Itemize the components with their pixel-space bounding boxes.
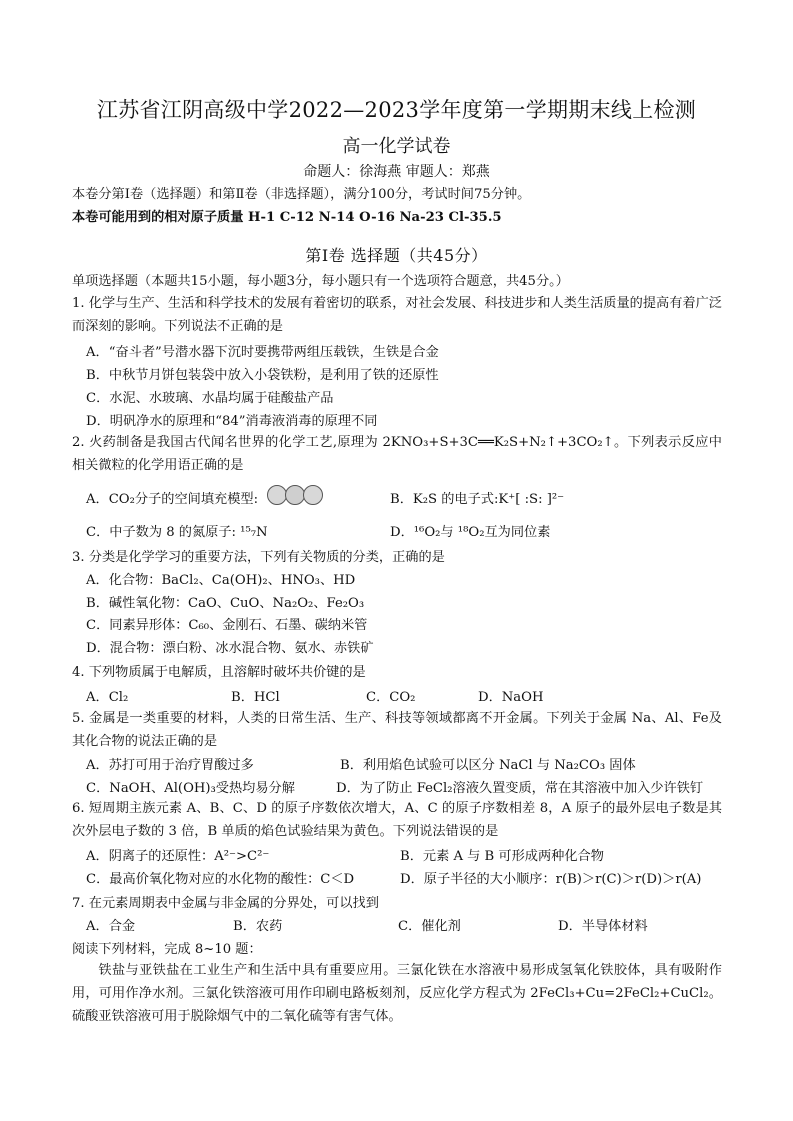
exam-authors: 命题人：徐海燕 审题人：郑燕 <box>303 164 490 180</box>
q2-stem: 2. 火药制备是我国古代闻名世界的化学工艺,原理为 2KNO₃+S+3C══K₂S+N₂↑+3CO₂↑。下列表示反应中相关微粒的化学用语正确的是 <box>72 435 722 473</box>
q3-option-a: A．化合物：BaCl₂、Ca(OH)₂、HNO₃、HD <box>86 573 356 588</box>
q7-option-c: C．催化剂 <box>398 919 461 934</box>
q5-option-c: C．NaOH、Al(OH)₃受热均易分解 <box>86 781 295 796</box>
q2-option-a: A．CO₂分子的空间填充模型: <box>86 492 259 507</box>
q3-stem: 3. 分类是化学学习的重要方法，下列有关物质的分类，正确的是 <box>72 550 445 565</box>
q5-option-d: D．为了防止 FeCl₂溶液久置变质，常在其溶液中加入少许铁钉 <box>336 781 704 796</box>
q1-option-a: A．“奋斗者”号潜水器下沉时要携带两组压载铁，生铁是合金 <box>86 345 439 360</box>
exam-subtitle: 高一化学试卷 <box>342 136 451 157</box>
q5-stem: 5. 金属是一类重要的材料，人类的日常生活、生产、科技等领域都离不开金属。下列关于金属 Na、Al、Fe及其化合物的说法正确的是 <box>72 711 722 749</box>
q2-option-b: B．K₂S 的电子式:K⁺[ :S: ]²⁻ <box>390 492 565 507</box>
q7-stem: 7. 在元素周期表中金属与非金属的分界处，可以找到 <box>72 896 379 911</box>
q4-option-b: B．HCl <box>231 690 280 705</box>
section-instruction: 单项选择题（本题共15小题，每小题3分，每小题只有一个选项符合题意，共45分。） <box>72 274 569 289</box>
q5-option-a: A．苏打可用于治疗胃酸过多 <box>86 758 254 773</box>
q1-option-d: D．明矾净水的原理和“84”消毒液消毒的原理不同 <box>86 414 378 429</box>
q4-option-c: C．CO₂ <box>366 690 416 705</box>
q7-option-b: B．农药 <box>233 919 283 934</box>
q6-stem: 6. 短周期主族元素 A、B、C、D 的原子序数依次增大，A、C 的原子序数相差 8，A 原子的最外层电子数是其次外层电子数的 3 倍，B 单质的焰色试验结果为黄色。下列说法错误的是 <box>72 801 722 839</box>
q4-option-d: D．NaOH <box>478 690 544 705</box>
intro-line-2: 本卷可能用到的相对原子质量 H-1 C-12 N-14 O-16 Na-23 Cl-35.5 <box>72 210 502 225</box>
q3-option-c: C．同素异形体：C₆₀、金刚石、石墨、碳纳米管 <box>86 618 368 633</box>
section-title: 第Ⅰ卷 选择题（共45分） <box>305 246 488 265</box>
reading-text: 铁盐与亚铁盐在工业生产和生活中具有重要应用。三氯化铁在水溶液中易形成氢氧化铁胶体，具有吸附作用，可用作净水剂。三氯化铁溶液可用作印刷电路板刻剂，反应化学方程式为 2FeCl₃+Cu=2FeCl₂+CuCl₂。硫酸亚铁溶液可用于脱除烟气中的二氧化硫等有害气体。 <box>72 963 722 1024</box>
co2-space-filling-model <box>266 484 324 506</box>
q7-option-d: D．半导体材料 <box>558 919 648 934</box>
q1-stem: 1. 化学与生产、生活和科学技术的发展有着密切的联系，对社会发展、科技进步和人类生活质量的提高有着广泛而深刻的影响。下列说法不正确的是 <box>72 296 722 334</box>
intro-line-1: 本卷分第Ⅰ卷（选择题）和第Ⅱ卷（非选择题），满分100分，考试时间75分钟。 <box>72 187 531 202</box>
q5-option-b: B．利用焰色试验可以区分 NaCl 与 Na₂CO₃ 固体 <box>340 758 636 773</box>
q6-option-a: A．阴离子的还原性：A²⁻>C²⁻ <box>86 849 270 864</box>
q7-option-a: A．合金 <box>86 919 136 934</box>
q6-option-b: B．元素 A 与 B 可形成两种化合物 <box>400 849 604 864</box>
q3-option-b: B．碱性氧化物：CaO、CuO、Na₂O₂、Fe₂O₃ <box>86 596 365 611</box>
q1-option-b: B．中秋节月饼包装袋中放入小袋铁粉，是利用了铁的还原性 <box>86 368 439 383</box>
q3-option-d: D．混合物：漂白粉、冰水混合物、氨水、赤铁矿 <box>86 641 374 656</box>
q4-stem: 4. 下列物质属于电解质，且溶解时破坏共价键的是 <box>72 665 366 680</box>
q6-option-d: D．原子半径的大小顺序：r(B)＞r(C)＞r(D)＞r(A) <box>400 872 702 887</box>
exam-title: 江苏省江阴高级中学2022—2023学年度第一学期期末线上检测 <box>96 98 697 122</box>
reading-lead: 阅读下列材料，完成 8~10 题： <box>72 942 262 957</box>
q2-option-c: C．中子数为 8 的氮原子: ¹⁵₇N <box>86 525 268 540</box>
q6-option-c: C．最高价氧化物对应的水化物的酸性：C＜D <box>86 872 355 887</box>
q4-option-a: A．Cl₂ <box>86 690 129 705</box>
q1-option-c: C．水泥、水玻璃、水晶均属于硅酸盐产品 <box>86 391 334 406</box>
q2-option-d: D．¹⁶O₂与 ¹⁸O₂互为同位素 <box>390 525 551 540</box>
